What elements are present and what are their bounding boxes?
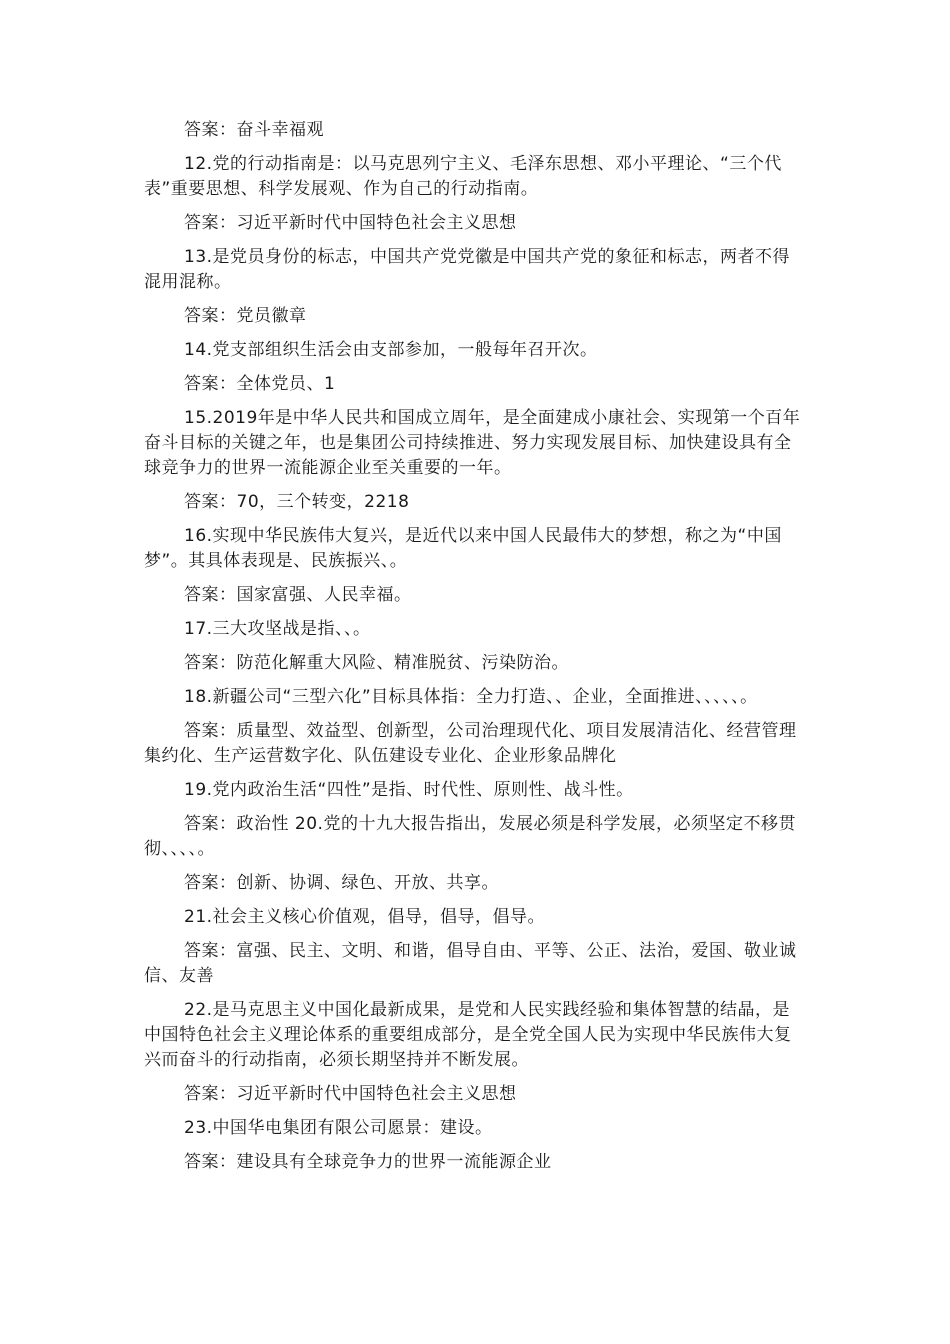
- answer-paragraph: 答案：国家富强、人民幸福。: [184, 585, 412, 605]
- question-paragraph-13: 13.是党员身份的标志，中国共产党党徽是中国共产党的象征和标志，两者不得混用混称。: [144, 247, 791, 292]
- answer-paragraph: 答案：习近平新时代中国特色社会主义思想: [184, 1084, 517, 1104]
- question-paragraph-18: 18.新疆公司“三型六化”目标具体指：全力打造、、企业，全面推进、、、、、。: [184, 687, 758, 707]
- answer-paragraph: 答案：全体党员、1: [184, 374, 336, 394]
- answer-paragraph: 答案：习近平新时代中国特色社会主义思想: [184, 213, 517, 233]
- question-paragraph-23: 23.中国华电集团有限公司愿景：建设。: [184, 1118, 493, 1138]
- question-paragraph-16: 16.实现中华民族伟大复兴，是近代以来中国人民最伟大的梦想，称之为“中国梦”。其具体表现是、民族振兴、。: [144, 526, 782, 571]
- question-paragraph-15: 15.2019年是中华人民共和国成立周年，是全面建成小康社会、实现第一个百年奋斗目标的关键之年，也是集团公司持续推进、努力实现发展目标、加快建设具有全球竞争力的世界一流能源企业至关重要的一年。: [144, 408, 801, 478]
- answer-paragraph: 答案：奋斗幸福观: [184, 120, 324, 140]
- question-paragraph-21: 21.社会主义核心价值观，倡导，倡导，倡导。: [184, 907, 546, 927]
- question-paragraph-14: 14.党支部组织生活会由支部参加，一般每年召开次。: [184, 340, 598, 360]
- question-paragraph-19: 19.党内政治生活“四性”是指、时代性、原则性、战斗性。: [184, 780, 634, 800]
- question-paragraph-12: 12.党的行动指南是：以马克思列宁主义、毛泽东思想、邓小平理论、“三个代表”重要思想、科学发展观、作为自己的行动指南。: [144, 154, 782, 199]
- answer-paragraph: 答案：质量型、效益型、创新型，公司治理现代化、项目发展清洁化、经营管理集约化、生产运营数字化、队伍建设专业化、企业形象品牌化: [144, 721, 797, 766]
- question-paragraph-17: 17.三大攻坚战是指、、。: [184, 619, 371, 639]
- answer-paragraph: 答案：党员徽章: [184, 306, 307, 326]
- answer-paragraph: 答案：政治性 20.党的十九大报告指出，发展必须是科学发展，必须坚定不移贯彻、、、、。: [144, 814, 796, 859]
- answer-paragraph: 答案：建设具有全球竞争力的世界一流能源企业: [184, 1152, 552, 1172]
- answer-paragraph: 答案：富强、民主、文明、和谐，倡导自由、平等、公正、法治，爱国、敬业诚信、友善: [144, 941, 797, 986]
- answer-paragraph: 答案：70，三个转变，2218: [184, 492, 410, 512]
- document-body: [144, 118, 806, 1184]
- answer-paragraph: 答案：创新、协调、绿色、开放、共享。: [184, 873, 499, 893]
- answer-paragraph: 答案：防范化解重大风险、精准脱贫、污染防治。: [184, 653, 569, 673]
- question-paragraph-22: 22.是马克思主义中国化最新成果，是党和人民实践经验和集体智慧的结晶，是中国特色社会主义理论体系的重要组成部分，是全党全国人民为实现中华民族伟大复兴而奋斗的行动指南，必须长期坚持并不断发展。: [144, 1000, 792, 1070]
